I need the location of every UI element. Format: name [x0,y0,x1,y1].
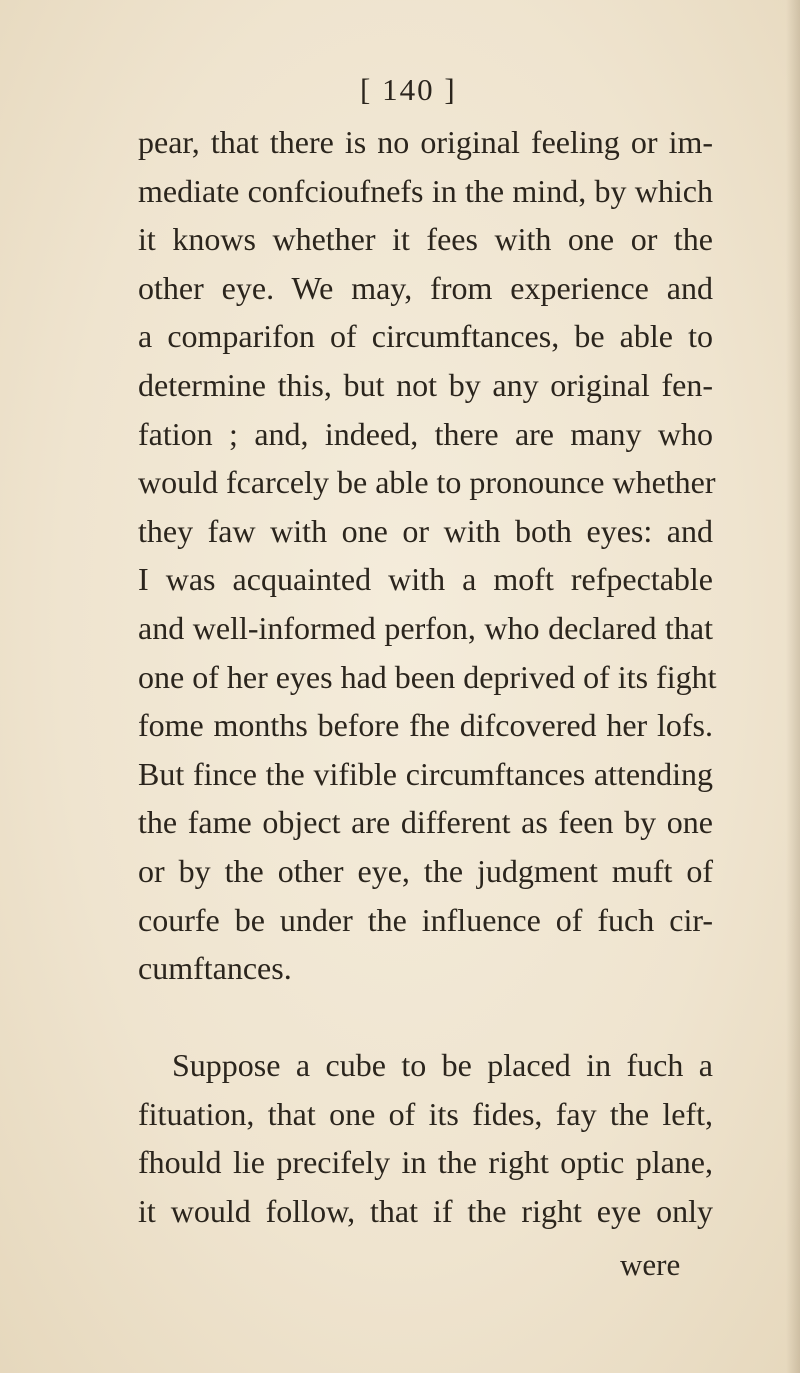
text-line: mediate confcioufnefs in the mind, by which [138,172,713,209]
text-line: would fcarcely be able to pronounce whether [138,464,716,501]
text-line: fhould lie precifely in the right optic plane, [138,1144,713,1181]
text-line: determine this, but not by any original fen- [138,366,713,403]
text-line: fituation, that one of its fides, fay the left, [138,1095,713,1132]
text-line: But fince the vifible circumftances attending [138,755,713,792]
text-line: or by the other eye, the judgment muft of [138,852,713,889]
text-line: other eye. We may, from experience and [138,269,713,306]
text-line: courfe be under the influence of fuch cir- [138,901,713,938]
text-line: it would follow, that if the right eye only [138,1193,713,1230]
text-line: fation ; and, indeed, there are many who [138,415,713,452]
text-line: one of her eyes had been deprived of its fight [138,658,717,695]
body-text [138,118,717,1236]
text-line: they faw with one or with both eyes: and [138,512,713,549]
text-line: I was acquainted with a moft refpectable [138,561,713,598]
text-line: it knows whether it fees with one or the [138,221,713,258]
text-line: the fame object are different as feen by one [138,804,713,841]
page-number: [ 140 ] [360,72,457,107]
catchword: were [620,1247,681,1282]
text-line: and well-informed perfon, who declared that [138,609,713,646]
text-line: pear, that there is no original feeling or im- [138,124,713,160]
page-edge-shadow [786,0,800,1373]
text-line: a comparifon of circumftances, be able to [138,318,713,355]
text-line: cumftances. [138,950,292,987]
text-line: Suppose a cube to be placed in fuch a [172,1047,713,1084]
paragraph-gap [138,993,713,1042]
text-line: fome months before fhe difcovered her lofs. [138,707,713,744]
